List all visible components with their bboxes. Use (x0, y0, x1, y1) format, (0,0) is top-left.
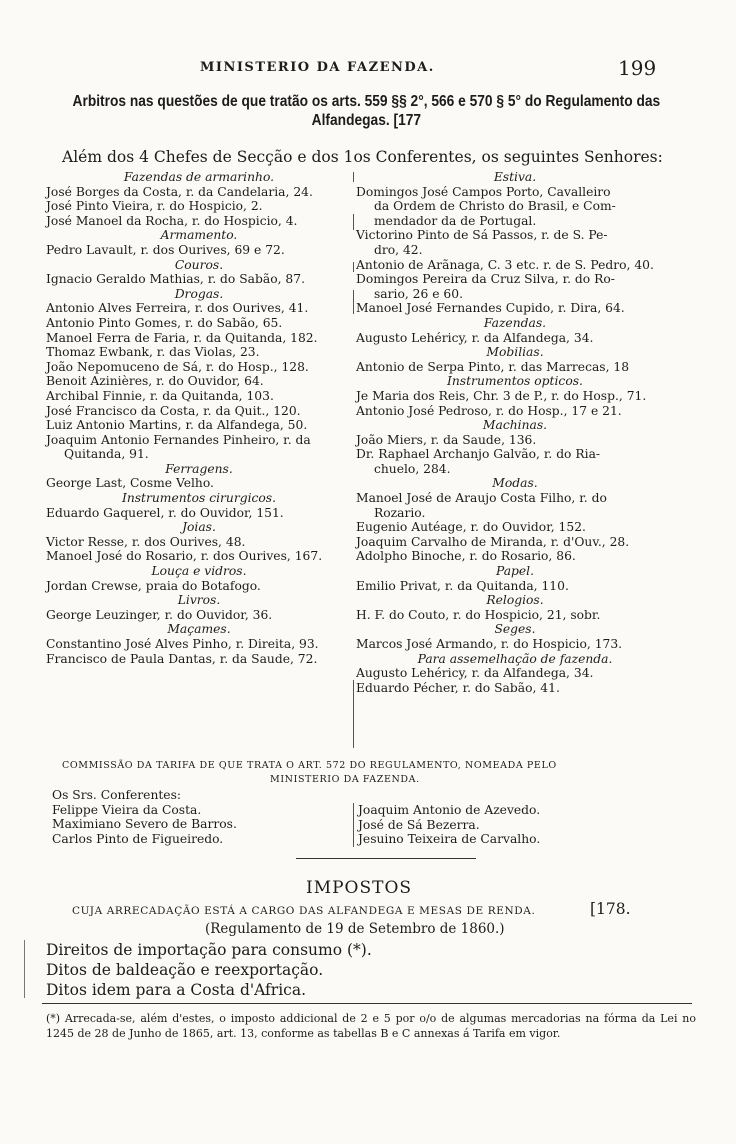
category-heading: Para assemelhação de fazenda. (417, 651, 613, 666)
commission-member: Carlos Pinto de Figueiredo. (52, 831, 224, 846)
entry-line: Manoel José Fernandes Cupido, r. Dira, 64. (356, 301, 625, 316)
tax-item: Direitos de importação para consumo (*). (46, 941, 372, 959)
entry-line: chuelo, 284. (374, 461, 451, 476)
entry-line: José Borges da Costa, r. da Candelaria, 24. (46, 184, 313, 199)
section-caption: Arbitros nas questões de que tratão os arts. 559 §§ 2°, 566 e 570 § 5° do Regulamento das Alfandegas. [177 (72, 93, 661, 129)
entry-line: Luiz Antonio Martins, r. da Alfandega, 50. (46, 418, 308, 433)
entry-line: Archibal Finnie, r. da Quitanda, 103. (46, 388, 274, 403)
entry-line: Francisco de Paula Dantas, r. da Saude, 72. (46, 651, 318, 666)
entry-line: Eduardo Pécher, r. do Sabão, 41. (356, 680, 560, 695)
category-heading: Livros. (177, 593, 221, 608)
column-rule (353, 172, 354, 182)
entry-line: Antonio Pinto Gomes, r. do Sabão, 65. (46, 315, 283, 330)
entry-line: Antonio de Serpa Pinto, r. das Marrecas, 18 (356, 359, 630, 374)
column-rule (353, 680, 354, 748)
entry-line: Augusto Lehéricy, r. da Alfandega, 34. (356, 666, 594, 681)
category-heading: Louça e vidros. (151, 564, 247, 579)
commission-heading-2: MINISTERIO DA FAZENDA. (270, 774, 420, 785)
entry-line: José Pinto Vieira, r. do Hospicio, 2. (46, 199, 263, 214)
column-rule (353, 290, 354, 314)
impostos-regulation: (Regulamento de 19 de Setembro de 1860.) (205, 921, 505, 937)
category-heading: Estiva. (493, 170, 537, 184)
tax-item: Ditos idem para a Costa d'Africa. (46, 981, 307, 999)
entry-line: dro, 42. (374, 242, 423, 257)
footnote-divider (42, 1003, 692, 1004)
entry-line: Antonio Alves Ferreira, r. dos Ourives, 41. (46, 301, 309, 316)
entry-line: Emilio Privat, r. da Quitanda, 110. (356, 578, 569, 593)
category-heading: Machinas. (482, 418, 548, 433)
entry-line: Thomaz Ewbank, r. das Violas, 23. (46, 345, 260, 360)
entry-line: Je Maria dos Reis, Chr. 3 de P., r. do Hosp., 71. (356, 388, 647, 403)
entry-line: Pedro Lavault, r. dos Ourives, 69 e 72. (46, 242, 285, 257)
section-intro: Além dos 4 Chefes de Secção e dos 1os Conferentes, os seguintes Senhores: (62, 148, 663, 166)
category-heading: Joias. (182, 520, 216, 535)
entry-line: H. F. do Couto, r. do Hospicio, 21, sobr. (356, 607, 601, 622)
column-rule (353, 262, 354, 272)
entry-line: Domingos Pereira da Cruz Silva, r. do Ro- (356, 272, 615, 287)
category-heading: Modas. (492, 476, 538, 491)
entry-line: José Manoel da Rocha, r. do Hospicio, 4. (46, 213, 298, 228)
column-rule (353, 214, 354, 230)
category-heading: Papel. (495, 564, 535, 579)
entry-line: Antonio José Pedroso, r. do Hosp., 17 e 21. (356, 403, 622, 418)
category-heading: Maçames. (167, 622, 231, 637)
commission-member: Jesuino Teixeira de Carvalho. (358, 832, 541, 847)
category-heading: Mobilias. (486, 345, 544, 360)
entry-line: Constantino José Alves Pinho, r. Direita, 93. (46, 637, 319, 651)
entry-line: Benoit Azinières, r. do Ouvidor, 64. (46, 374, 264, 389)
entry-line: Antonio de Arãnaga, C. 3 etc. r. de S. Pedro, 40. (356, 257, 654, 272)
commission-heading: COMMISSÃO DA TARIFA DE QUE TRATA O ART. 572 DO REGULAMENTO, NOMEADA PELO (62, 760, 557, 771)
category-heading: Ferragens. (165, 461, 233, 476)
entry-line: Marcos José Armando, r. do Hospicio, 173. (356, 637, 623, 651)
entry-line: Victor Resse, r. dos Ourives, 48. (46, 534, 246, 549)
category-heading: Fazendas de armarinho. (123, 170, 275, 184)
entry-line: da Ordem de Christo do Brasil, e Com- (374, 199, 616, 214)
commission-member: Maximiano Severo de Barros. (52, 817, 237, 832)
page-header-title: MINISTERIO DA FAZENDA. (200, 60, 435, 75)
footnote: (*) Arrecada-se, além d'estes, o imposto addicional de 2 e 5 por o/o de algumas mercadorias na fórma da Lei no 1245 de 28 de Junho de 1865, art. 13, conforme as tabellas B e C annexas á Tarifa em vigor. (46, 1012, 696, 1040)
section-divider (296, 858, 476, 859)
commission-member: José de Sá Bezerra. (358, 817, 480, 832)
entry-line: George Last, Cosme Velho. (46, 476, 214, 491)
entry-line: Domingos José Campos Porto, Cavalleiro (356, 184, 611, 199)
category-heading: Couros. (174, 257, 224, 272)
category-heading: Drogas. (174, 286, 224, 301)
commission-member: Felippe Vieira da Costa. (52, 802, 202, 817)
category-heading: Armamento. (160, 228, 238, 243)
category-heading: Instrumentos cirurgicos. (121, 491, 277, 506)
entry-line: sario, 26 e 60. (374, 286, 463, 301)
entry-line: Eduardo Gaquerel, r. do Ouvidor, 151. (46, 505, 284, 520)
entry-line: mendador da de Portugal. (374, 213, 537, 228)
entry-line: Manoel José de Araujo Costa Filho, r. do (356, 491, 607, 506)
entry-line: Quitanda, 91. (64, 447, 149, 462)
entry-line: Eugenio Autéage, r. do Ouvidor, 152. (356, 520, 586, 535)
category-heading: Relogios. (486, 593, 544, 608)
entry-line: Dr. Raphael Archanjo Galvão, r. do Ria- (356, 447, 601, 462)
entry-line: Joaquim Carvalho de Miranda, r. d'Ouv., 28. (356, 534, 630, 549)
category-heading: Seges. (494, 622, 536, 637)
commission-right (358, 803, 540, 847)
entry-line: Rozario. (374, 505, 426, 520)
entry-line: Victorino Pinto de Sá Passos, r. de S. Pe- (356, 228, 608, 243)
margin-mark (24, 940, 25, 998)
page-number: 199 (618, 56, 657, 80)
entry-line: Manoel Ferra de Faria, r. da Quitanda, 182. (46, 330, 318, 345)
entry-line: João Miers, r. da Saude, 136. (356, 432, 537, 447)
impostos-number: [178. (590, 900, 631, 918)
entry-line: Jordan Crewse, praia do Botafogo. (46, 578, 261, 593)
category-heading: Fazendas. (483, 315, 547, 330)
entry-line: Manoel José do Rosario, r. dos Ourives, 167. (46, 549, 323, 564)
commission-rule (353, 803, 354, 847)
right-column (356, 170, 674, 695)
commission-intro: Os Srs. Conferentes: (52, 788, 182, 802)
tax-item: Ditos de baldeação e reexportação. (46, 961, 324, 979)
entry-line: José Francisco da Costa, r. da Quit., 120. (46, 403, 301, 418)
impostos-title: IMPOSTOS (306, 878, 413, 898)
entry-line: Joaquim Antonio Fernandes Pinheiro, r. da (46, 432, 311, 447)
entry-line: Ignacio Geraldo Mathias, r. do Sabão, 87. (46, 272, 305, 287)
commission-member: Joaquim Antonio de Azevedo. (358, 803, 541, 817)
commission-left (52, 788, 237, 846)
category-heading: Instrumentos opticos. (447, 374, 583, 389)
impostos-subtitle: CUJA ARRECADAÇÃO ESTÁ A CARGO DAS ALFANDEGA E MESAS DE RENDA. (72, 905, 536, 917)
entry-line: Adolpho Binoche, r. do Rosario, 86. (356, 549, 576, 564)
entry-line: Augusto Lehéricy, r. da Alfandega, 34. (356, 330, 594, 345)
entry-line: George Leuzinger, r. do Ouvidor, 36. (46, 607, 273, 622)
left-column (46, 170, 352, 666)
entry-line: João Nepomuceno de Sá, r. do Hosp., 128. (46, 359, 309, 374)
